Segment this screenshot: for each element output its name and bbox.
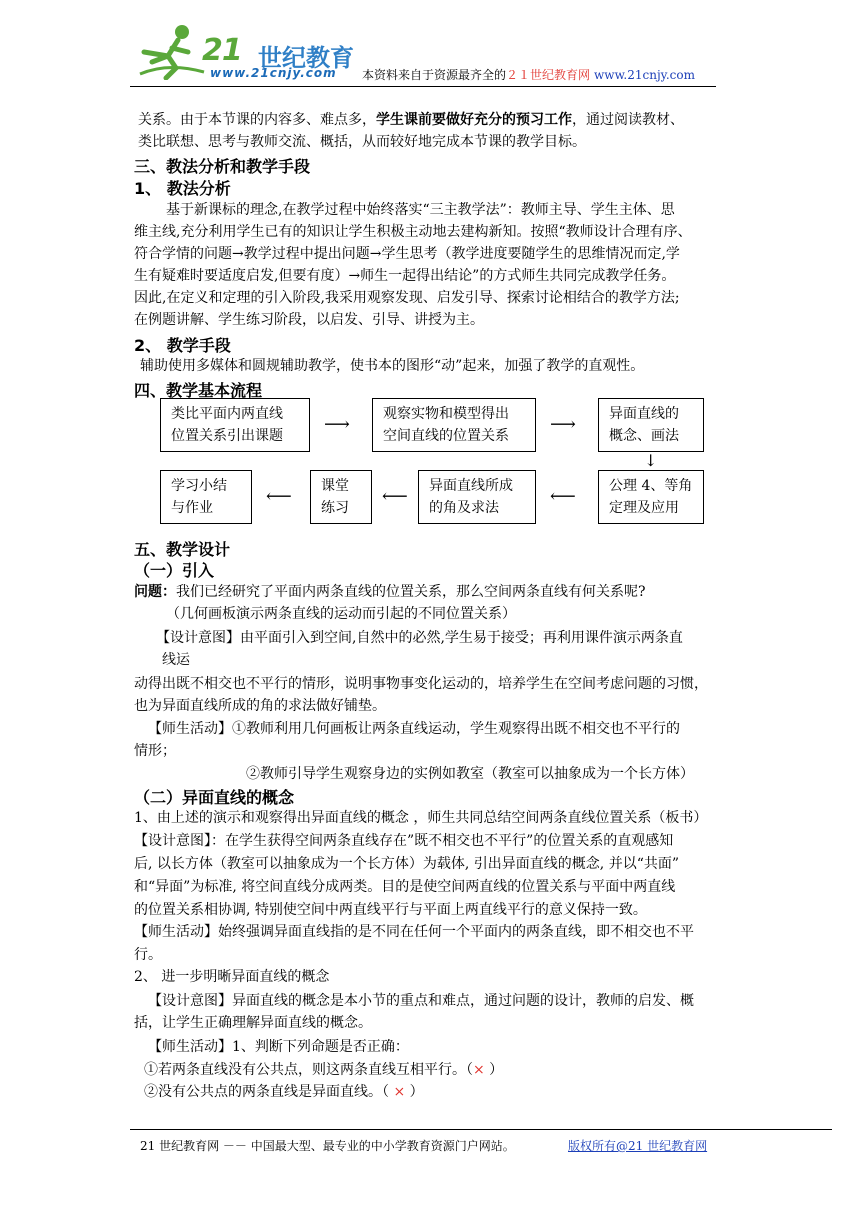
wrong-mark-icon: ×: [473, 1062, 485, 1078]
paragraph-line: 1、由上述的演示和观察得出异面直线的概念 ，师生共同总结空间两条直线位置关系（板书）: [134, 810, 708, 826]
arrow-left-icon: ⟵: [382, 486, 408, 507]
logo-url: www.21cnjy.com: [210, 66, 337, 80]
paragraph-line: 动得出既不相交也不平行的情形，说明事物事变化运动的，培养学生在空间考虑问题的习惯，: [134, 676, 708, 692]
logo-text: 世纪教育: [258, 44, 354, 72]
arrow-left-icon: ⟵: [550, 486, 576, 507]
paragraph-line: 基于新课标的理念,在教学过程中始终落实“三主教学法”：教师主导、学生主体、思: [166, 202, 675, 218]
section-heading: （一）引入: [134, 561, 215, 580]
flow-box-3: 异面直线的 概念、画法: [598, 398, 704, 452]
arrow-right-icon: ⟶: [324, 414, 350, 435]
section-heading: 三、教法分析和教学手段: [134, 157, 311, 176]
paragraph-line: 关系。由于本节课的内容多、难点多，学生课前要做好充分的预习工作，通过阅读教材、: [138, 112, 684, 128]
flow-box-7: 学习小结 与作业: [160, 470, 252, 524]
paragraph-line: 也为异面直线所成的角的求法做好铺垫。: [134, 698, 386, 714]
paragraph-line: 【设计意图】：在学生获得空间两条直线存在”既不相交也不平行”的位置关系的直观感知: [134, 833, 674, 849]
paragraph-line: 生有疑难时要适度启发,但要有度）→师生一起得出结论”的方式师生共同完成教学任务。: [134, 268, 676, 284]
paragraph-line: 【师生活动】始终强调异面直线指的是不同在任何一个平面内的两条直线，即不相交也不平: [134, 924, 694, 940]
flow-box-4: 公理 4、等角 定理及应用: [598, 470, 704, 524]
flow-box-5: 异面直线所成 的角及求法: [418, 470, 536, 524]
paragraph-line: 括，让学生正确理解异面直线的概念。: [134, 1015, 372, 1031]
paragraph-line: 【师生活动】①教师利用几何画板让两条直线运动，学生观察得出既不相交也不平行的: [148, 721, 680, 737]
paragraph-line: 符合学情的问题→教学过程中提出问题→学生思考（教学进度要随学生的思维情况而定,学: [134, 246, 680, 262]
flow-box-1: 类比平面内两直线 位置关系引出课题: [160, 398, 310, 452]
paragraph-line: 因此,在定义和定理的引入阶段,我采用观察发现、启发引导、探索讨论相结合的教学方法;: [134, 290, 680, 306]
arrow-right-icon: ⟶: [550, 414, 576, 435]
section-heading: （二）异面直线的概念: [134, 788, 295, 807]
paragraph-line: ②教师引导学生观察身边的实例如教室（教室可以抽象成为一个长方体）: [246, 766, 694, 782]
paragraph-line: 【设计意图】由平面引入到空间,自然中的必然,学生易于接受；再利用课件演示两条直: [156, 630, 683, 646]
paragraph-line: 【师生活动】1、判断下列命题是否正确：: [148, 1039, 409, 1055]
paragraph-line: 行。: [134, 947, 162, 963]
paragraph-line: 类比联想、思考与教师交流、概括，从而较好地完成本节课的教学目标。: [138, 134, 586, 150]
paragraph-line: 在例题讲解、学生练习阶段，以启发、引导、讲授为主。: [134, 312, 484, 328]
runner-logo-icon: [138, 22, 208, 80]
source-site-link[interactable]: ２１世纪教育网: [506, 68, 591, 82]
paragraph-line: 后, 以长方体（教室可以抽象成为一个长方体）为载体, 引出异面直线的概念, 并以“共面”: [134, 856, 680, 872]
section-heading: 1、 教法分析: [134, 179, 231, 198]
paragraph-line: 维主线,充分利用学生已有的知识让学生积极主动地去建构新知。按照“教师设计合理有序、: [134, 224, 692, 240]
wrong-mark-icon: ×: [393, 1084, 406, 1100]
source-url-link[interactable]: www.21cnjy.com: [594, 68, 695, 82]
paragraph-line: 的位置关系相协调, 特别使空间中两直线平行与平面上两直线平行的意义保持一致。: [134, 902, 647, 918]
section-heading: 四、教学基本流程: [134, 381, 263, 400]
flow-box-2: 观察实物和模型得出 空间直线的位置关系: [372, 398, 536, 452]
paragraph-line: 2、 进一步明晰异面直线的概念: [134, 969, 330, 985]
paragraph-line: 和“异面”为标准, 将空间直线分成两类。目的是使空间两直线的位置关系与平面中两直线: [134, 879, 676, 895]
footer-rule: [130, 1129, 832, 1130]
source-prefix: 本资料来自于资源最齐全的: [362, 68, 507, 82]
header-source: [362, 66, 695, 83]
footer-text: 21 世纪教育网 －－ 中国最大型、最专业的中小学教育资源门户网站。: [140, 1139, 515, 1153]
paragraph-line: ①若两条直线没有公共点，则这两条直线互相平行。（× ）: [144, 1062, 504, 1078]
arrow-left-icon: ⟵: [266, 486, 292, 507]
flow-box-6: 课堂 练习: [310, 470, 372, 524]
paragraph-line: 情形；: [134, 743, 176, 759]
paragraph-line: 问题：我们已经研究了平面内两条直线的位置关系，那么空间两条直线有何关系呢?: [134, 584, 646, 600]
section-heading: 五、教学设计: [134, 540, 231, 559]
header-rule: [130, 86, 716, 87]
arrow-down-icon: ↓: [644, 451, 658, 470]
section-heading: 2、 教学手段: [134, 336, 231, 355]
paragraph-line: 线运: [162, 652, 190, 668]
paragraph-line: （几何画板演示两条直线的运动而引起的不同位置关系）: [166, 606, 516, 622]
paragraph-line: 【设计意图】异面直线的概念是本小节的重点和难点，通过问题的设计，教师的启发、概: [148, 993, 694, 1009]
paragraph-line: 辅助使用多媒体和圆规辅助教学，使书本的图形“动”起来，加强了教学的直观性。: [140, 358, 645, 374]
copyright-link[interactable]: 版权所有@21 世纪教育网: [568, 1139, 708, 1153]
logo-21: 21: [202, 33, 242, 68]
paragraph-line: ②没有公共点的两条直线是异面直线。（ × ）: [144, 1084, 424, 1100]
